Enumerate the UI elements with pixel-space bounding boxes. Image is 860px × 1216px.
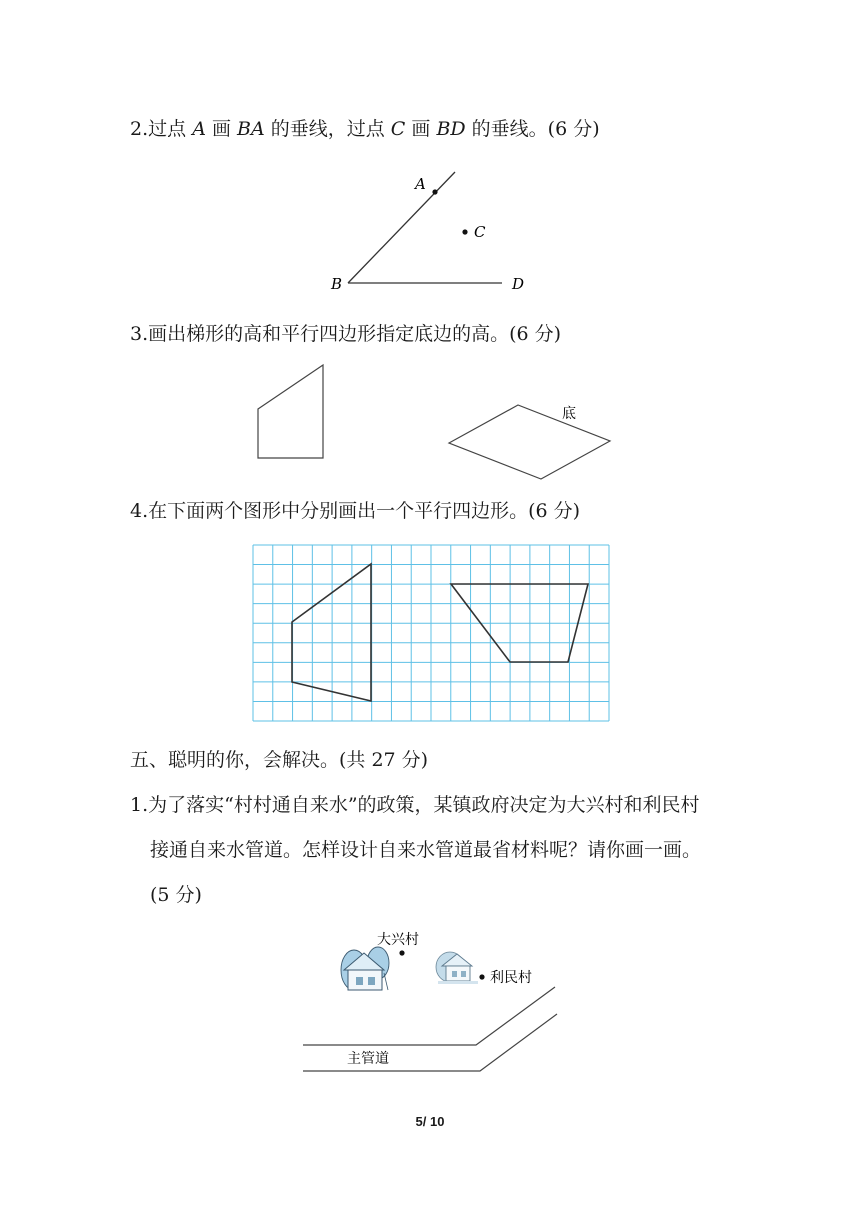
- daxing-village-icon: [341, 947, 389, 990]
- angle-figure: [320, 165, 540, 300]
- label-b: B: [331, 275, 343, 293]
- q2-text: 2.过点 A 画 BA 的垂线，过点 C 画 BD 的垂线。(6 分): [130, 118, 600, 140]
- section5-q1-line3: (5 分): [150, 884, 202, 906]
- main-pipe-label: 主管道: [347, 1051, 389, 1067]
- section5-title: 五、聪明的你，会解决。(共 27 分): [130, 749, 429, 771]
- daxing-village-label: 大兴村: [377, 932, 419, 948]
- trapezoid-figure: [255, 362, 330, 462]
- point-a: [432, 189, 437, 194]
- base-label: 底: [562, 406, 576, 422]
- main-pipe-lower: [303, 1014, 557, 1071]
- grid-lines: [253, 545, 609, 721]
- q4-text: 4.在下面两个图形中分别画出一个平行四边形。(6 分): [130, 500, 581, 522]
- label-d: D: [512, 275, 525, 293]
- point-c: [462, 229, 467, 234]
- limin-village-label: 利民村: [490, 970, 532, 986]
- parallelogram-figure: [445, 398, 615, 483]
- village-map: [300, 925, 570, 1080]
- section5-q1-line2: 接通自来水管道。怎样设计自来水管道最省材料呢？请你画一画。: [150, 839, 702, 861]
- label-a: A: [415, 175, 426, 193]
- page-number: 5/ 10: [415, 1114, 445, 1129]
- main-pipe-upper: [303, 987, 555, 1045]
- grid-figure: [252, 544, 610, 724]
- label-c: C: [474, 223, 486, 241]
- q3-text: 3.画出梯形的高和平行四边形指定底边的高。(6 分): [130, 323, 562, 345]
- section5-q1-line1: 1.为了落实“村村通自来水”的政策，某镇政府决定为大兴村和利民村: [130, 794, 700, 816]
- limin-village-icon: [436, 952, 478, 984]
